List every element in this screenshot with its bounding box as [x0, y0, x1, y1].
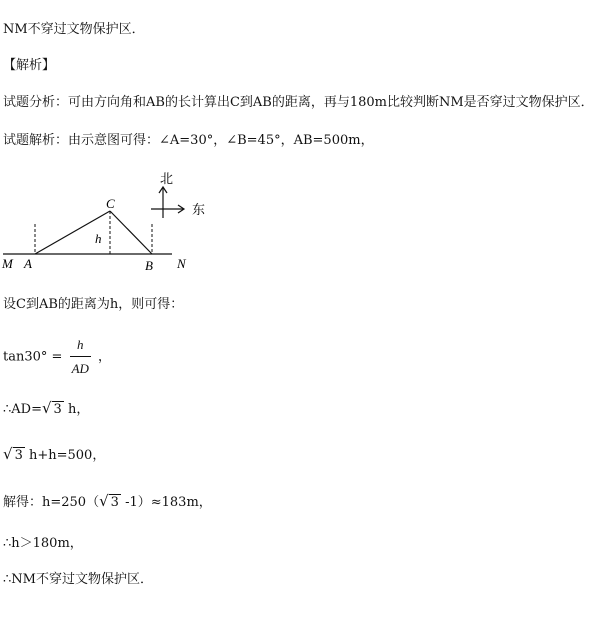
radicand: 3 [53, 402, 62, 417]
ad-prefix: ∴AD= [3, 402, 42, 417]
equation-solve [3, 493, 212, 511]
text-line-solution: 试题解析：由示意图可得：∠A=30°，∠B=45°，AB=500m， [3, 133, 374, 148]
sum-suffix: h+h=500， [24, 448, 106, 463]
solve-suffix: -1）≈183m， [120, 495, 212, 510]
north-label: 北 [160, 172, 174, 187]
text-line-analysis: 试题分析：可由方向角和AB的长计算出C到AB的距离，再与180m比较判断NM是否穿过文物保护区． [3, 95, 594, 110]
label-b: B [145, 258, 153, 273]
fraction-numerator: h [76, 337, 84, 352]
tan-prefix: tan30° = [3, 349, 63, 365]
label-a: A [24, 256, 32, 271]
radicand: 3 [110, 495, 119, 510]
side-cb [110, 211, 152, 254]
sqrt-3: √ 3 [41, 399, 62, 417]
radicand: 3 [14, 448, 23, 463]
text-line-let-h: 设C到AB的距离为h，则可得： [3, 297, 184, 312]
sqrt-3: √ 3 [3, 445, 23, 463]
equation-ad [3, 400, 89, 418]
equation-sum [3, 446, 105, 464]
tan-suffix: ， [98, 349, 112, 365]
sqrt-3: √ 3 [99, 492, 119, 510]
equation-tan30 [3, 335, 111, 379]
label-n: N [177, 256, 186, 271]
text-line-compare: ∴h＞180m， [3, 536, 83, 551]
label-h: h [95, 231, 102, 246]
text-line-conclusion: ∴NM不穿过文物保护区． [3, 572, 153, 587]
east-label: 东 [192, 203, 206, 218]
label-c: C [106, 196, 115, 211]
fraction-h-ad [70, 335, 91, 379]
fraction-denominator: AD [70, 356, 91, 379]
text-line-1: NM不穿过文物保护区． [3, 22, 145, 37]
section-heading-analysis: 【解析】 [3, 58, 56, 73]
label-m: M [2, 256, 13, 271]
triangle-diagram [0, 166, 215, 276]
ad-suffix: h， [63, 402, 90, 417]
solve-prefix: 解得：h=250（ [3, 495, 100, 510]
